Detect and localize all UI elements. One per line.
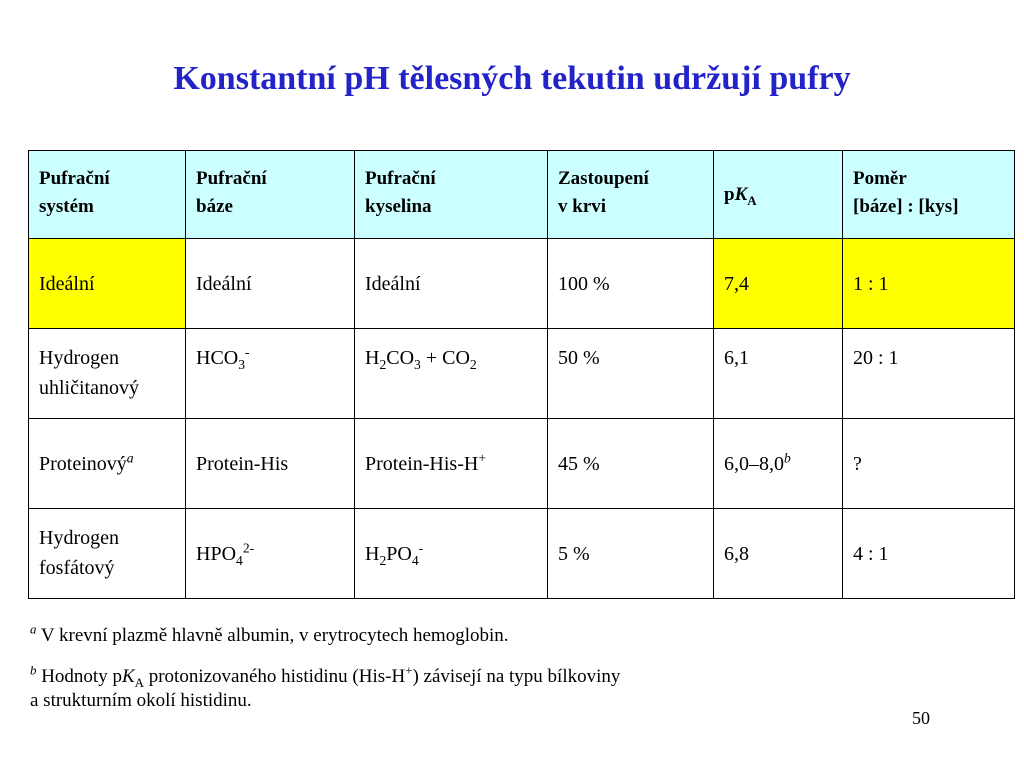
cell-acid: Ideální [355,239,548,329]
buffer-table [28,150,1015,599]
cell-pka: 7,4 [714,239,843,329]
page-number: 50 [912,708,930,728]
header-ratio: Poměr [báze] : [kys] [843,151,1015,239]
cell-share: 5 % [548,509,714,599]
cell-base: Protein-His [186,419,355,509]
header-buffer-base: Pufrační báze [186,151,355,239]
cell-base: Ideální [186,239,355,329]
cell-share: 100 % [548,239,714,329]
cell-ratio: 1 : 1 [843,239,1015,329]
cell-base: $HPO_4^{2-}$ [186,509,355,599]
table-row-protein [29,419,1015,509]
cell-acid: Protein-His-H+ [355,419,548,509]
cell-ratio: 20 : 1 [843,329,1015,419]
header-buffer-acid: Pufrační kyselina [355,151,548,239]
footnote-mark-a: a [30,621,37,637]
table-row-ideal [29,239,1015,329]
cell-system: Proteinový$^a$ [29,419,186,509]
cell-pka: 6,0–8,0$^b$ [714,419,843,509]
cell-pka: 6,1 [714,329,843,419]
cell-share: 50 % [548,329,714,419]
footnote-mark-b: b [30,662,37,678]
cell-system: Ideální [29,239,186,329]
cell-ratio: 4 : 1 [843,509,1015,599]
cell-acid: $H_2CO_3 + CO_2$ [355,329,548,419]
cell-ratio: ? [843,419,1015,509]
cell-system: Hydrogen fosfátový [29,509,186,599]
cell-acid: $H_2PO_4^-$ [355,509,548,599]
header-blood-share: Zastoupení v krvi [548,151,714,239]
table-row-phosphate [29,509,1015,599]
cell-system: Hydrogen uhličitanový [29,329,186,419]
cell-pka: 6,8 [714,509,843,599]
page-title: Konstantní pH tělesných tekutin udržují pufry [173,60,851,97]
footnote-a: $^a$ V krevní plazmě hlavně albumin, v erytrocytech hemoglobin. [30,621,509,646]
table-row-bicarbonate [29,329,1015,419]
footnote-b: $^b$ Hodnoty $pK_A$ protonizovaného histidinu (His-H+) závisejí na typu bílkoviny a strukturním okolí histidinu. [30,662,621,711]
table-header-row [29,151,1015,239]
header-pka: $pK_A$ [714,151,843,239]
cell-base: $HCO_3^-$ [186,329,355,419]
header-buffer-system: Pufrační systém [29,151,186,239]
cell-share: 45 % [548,419,714,509]
